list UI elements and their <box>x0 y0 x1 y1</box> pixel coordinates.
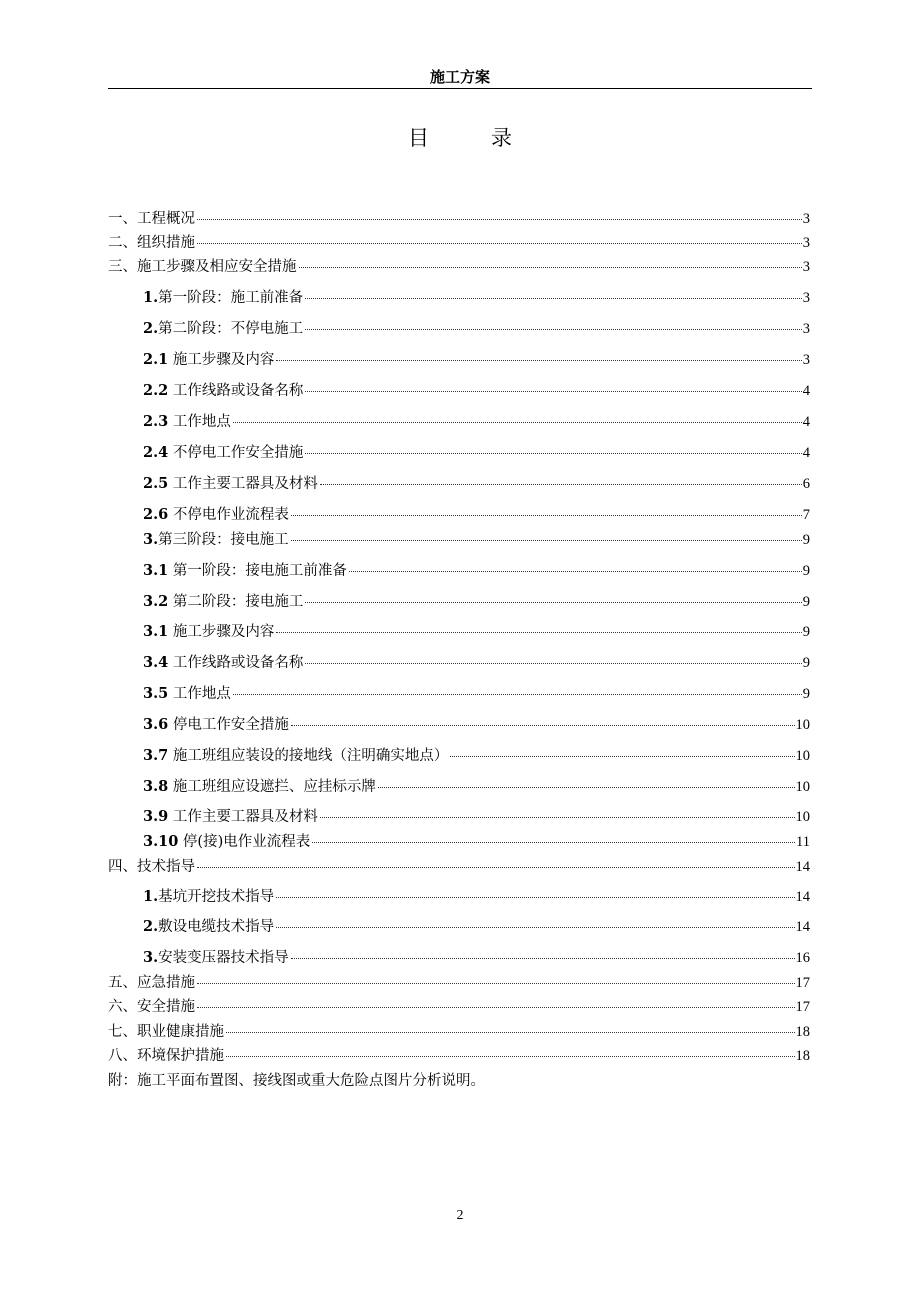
toc-entry[interactable] <box>143 443 810 463</box>
toc-entry-page-number: 3 <box>802 290 810 306</box>
toc-entry[interactable] <box>108 209 810 229</box>
toc-entry[interactable] <box>108 257 810 277</box>
page-header-title: 施工方案 <box>429 68 490 86</box>
toc-entry-label: 3.9 工作主要工器具及材料 <box>143 808 318 825</box>
toc-entry[interactable] <box>143 715 810 735</box>
toc-entry[interactable] <box>143 622 810 642</box>
toc-entry-page-number: 6 <box>802 476 810 492</box>
toc-dot-leader <box>226 1032 795 1033</box>
toc-entry-page-number: 11 <box>796 834 810 850</box>
toc-entry-page-number: 17 <box>795 999 810 1015</box>
toc-entry-page-number: 18 <box>795 1048 810 1064</box>
toc-entry-label: 六、安全措施 <box>108 999 195 1015</box>
toc-entry-page-number: 14 <box>795 919 810 935</box>
toc-entry-page-number: 16 <box>795 950 810 966</box>
toc-entry[interactable] <box>143 319 810 339</box>
toc-dot-leader <box>305 602 801 603</box>
toc-entry-label: 3.2 第二阶段：接电施工 <box>143 593 304 610</box>
toc-entry[interactable] <box>143 777 810 797</box>
toc-entry-page-number: 4 <box>802 383 810 399</box>
toc-entry-page-number: 9 <box>802 686 810 702</box>
toc-entry-label: 三、施工步骤及相应安全措施 <box>108 259 297 275</box>
toc-entry-page-number: 3 <box>802 321 810 337</box>
toc-entry-label: 3.6 停电工作安全措施 <box>143 716 289 733</box>
toc-entry-page-number: 10 <box>795 809 810 825</box>
toc-dot-leader <box>197 983 795 984</box>
toc-entry-page-number: 14 <box>795 859 810 875</box>
toc-entry[interactable] <box>143 807 810 827</box>
toc-dot-leader <box>299 267 802 268</box>
toc-dot-leader <box>233 422 802 423</box>
toc-dot-leader <box>197 867 795 868</box>
toc-entry-label: 3.第三阶段：接电施工 <box>143 531 289 548</box>
toc-entry[interactable] <box>143 917 810 937</box>
toc-entry-label: 1.基坑开挖技术指导 <box>143 888 275 905</box>
toc-entry-label: 2.5 工作主要工器具及材料 <box>143 475 318 492</box>
toc-entry-page-number: 4 <box>802 445 810 461</box>
toc-entry[interactable] <box>108 1022 810 1042</box>
toc-entry-label: 3.7 施工班组应装设的接地线（注明确实地点） <box>143 747 449 764</box>
toc-entry-label: 2.第二阶段：不停电施工 <box>143 320 304 337</box>
toc-title: 目录 <box>408 126 574 150</box>
toc-entry-label: 五、应急措施 <box>108 975 195 991</box>
toc-entry[interactable] <box>143 832 810 852</box>
toc-dot-leader <box>305 663 801 664</box>
appendix-note-text: 附：施工平面布置图、接线图或重大危险点图片分析说明。 <box>108 1073 485 1089</box>
toc-entry[interactable] <box>143 592 810 612</box>
toc-entry-page-number: 7 <box>802 507 810 523</box>
toc-entry[interactable] <box>143 412 810 432</box>
toc-entry-label: 3.4 工作线路或设备名称 <box>143 654 304 671</box>
toc-entry-label: 一、工程概况 <box>108 211 195 227</box>
toc-entry-label: 2.6 不停电作业流程表 <box>143 506 289 523</box>
toc-dot-leader <box>305 453 801 454</box>
toc-entry-label: 2.2 工作线路或设备名称 <box>143 382 304 399</box>
toc-dot-leader <box>450 756 794 757</box>
toc-entry-label: 3.10 停(接)电作业流程表 <box>143 833 311 850</box>
toc-dot-leader <box>197 1007 795 1008</box>
toc-entry-label: 3.1 第一阶段：接电施工前准备 <box>143 562 347 579</box>
toc-entry-page-number: 3 <box>802 352 810 368</box>
toc-dot-leader <box>276 897 794 898</box>
toc-dot-leader <box>305 298 802 299</box>
toc-entry-label: 3.5 工作地点 <box>143 685 231 702</box>
toc-entry-page-number: 18 <box>795 1024 810 1040</box>
toc-dot-leader <box>305 329 802 330</box>
toc-entry-page-number: 9 <box>802 563 810 579</box>
toc-entry-page-number: 14 <box>795 889 810 905</box>
toc-dot-leader <box>320 484 802 485</box>
toc-entry-label: 二、组织措施 <box>108 235 195 251</box>
toc-dot-leader <box>276 360 801 361</box>
toc-entry-page-number: 9 <box>802 532 810 548</box>
toc-dot-leader <box>197 219 802 220</box>
toc-entry-label: 3.8 施工班组应设遮拦、应挂标示牌 <box>143 778 376 795</box>
toc-entry[interactable] <box>108 233 810 253</box>
toc-entry-page-number: 17 <box>795 975 810 991</box>
toc-dot-leader <box>197 243 802 244</box>
toc-entry-label: 2.3 工作地点 <box>143 413 231 430</box>
toc-entry[interactable] <box>108 973 810 993</box>
toc-entry[interactable] <box>143 381 810 401</box>
toc-dot-leader <box>305 391 801 392</box>
toc-entry-label: 2.敷设电缆技术指导 <box>143 918 275 935</box>
toc-entry-page-number: 10 <box>795 779 810 795</box>
toc-entry-page-number: 9 <box>802 624 810 640</box>
toc-dot-leader <box>291 540 802 541</box>
toc-entry-label: 八、环境保护措施 <box>108 1048 224 1064</box>
toc-entry[interactable] <box>143 530 810 550</box>
toc-entry-label: 2.1 施工步骤及内容 <box>143 351 275 368</box>
toc-dot-leader <box>291 958 795 959</box>
toc-entry-page-number: 3 <box>802 235 810 251</box>
toc-entry[interactable] <box>108 857 810 877</box>
toc-entry-page-number: 10 <box>795 717 810 733</box>
toc-entry-label: 2.4 不停电工作安全措施 <box>143 444 304 461</box>
toc-entry[interactable] <box>143 350 810 370</box>
toc-dot-leader <box>349 571 802 572</box>
toc-entry[interactable] <box>143 288 810 308</box>
toc-entry[interactable] <box>143 474 810 494</box>
toc-entry[interactable] <box>143 684 810 704</box>
toc-entry-page-number: 3 <box>802 211 810 227</box>
toc-entry-label: 七、职业健康措施 <box>108 1024 224 1040</box>
toc-entry-page-number: 9 <box>802 655 810 671</box>
toc-entry[interactable] <box>143 746 810 766</box>
toc-entry-label: 1.第一阶段：施工前准备 <box>143 289 304 306</box>
toc-dot-leader <box>378 787 795 788</box>
toc-entry-page-number: 9 <box>802 594 810 610</box>
toc-dot-leader <box>233 694 802 695</box>
toc-entry-label: 四、技术指导 <box>108 859 195 875</box>
header-divider <box>108 88 812 89</box>
toc-entry-page-number: 10 <box>795 748 810 764</box>
toc-entry-label: 3.1 施工步骤及内容 <box>143 623 275 640</box>
footer-page-number: 2 <box>456 1208 464 1223</box>
appendix-note <box>108 1071 485 1091</box>
toc-entry[interactable] <box>108 997 810 1017</box>
toc-entry[interactable] <box>108 1046 810 1066</box>
toc-dot-leader <box>276 632 801 633</box>
toc-dot-leader <box>320 817 795 818</box>
toc-entry[interactable] <box>143 653 810 673</box>
toc-entry-page-number: 4 <box>802 414 810 430</box>
toc-entry[interactable] <box>143 561 810 581</box>
toc-dot-leader <box>312 842 795 843</box>
toc-dot-leader <box>226 1056 795 1057</box>
toc-entry[interactable] <box>143 948 810 968</box>
toc-dot-leader <box>276 927 794 928</box>
toc-dot-leader <box>291 515 802 516</box>
toc-dot-leader <box>291 725 795 726</box>
toc-entry[interactable] <box>143 887 810 907</box>
toc-entry[interactable] <box>143 505 810 525</box>
toc-entry-label: 3.安装变压器技术指导 <box>143 949 289 966</box>
toc-entry-page-number: 3 <box>802 259 810 275</box>
